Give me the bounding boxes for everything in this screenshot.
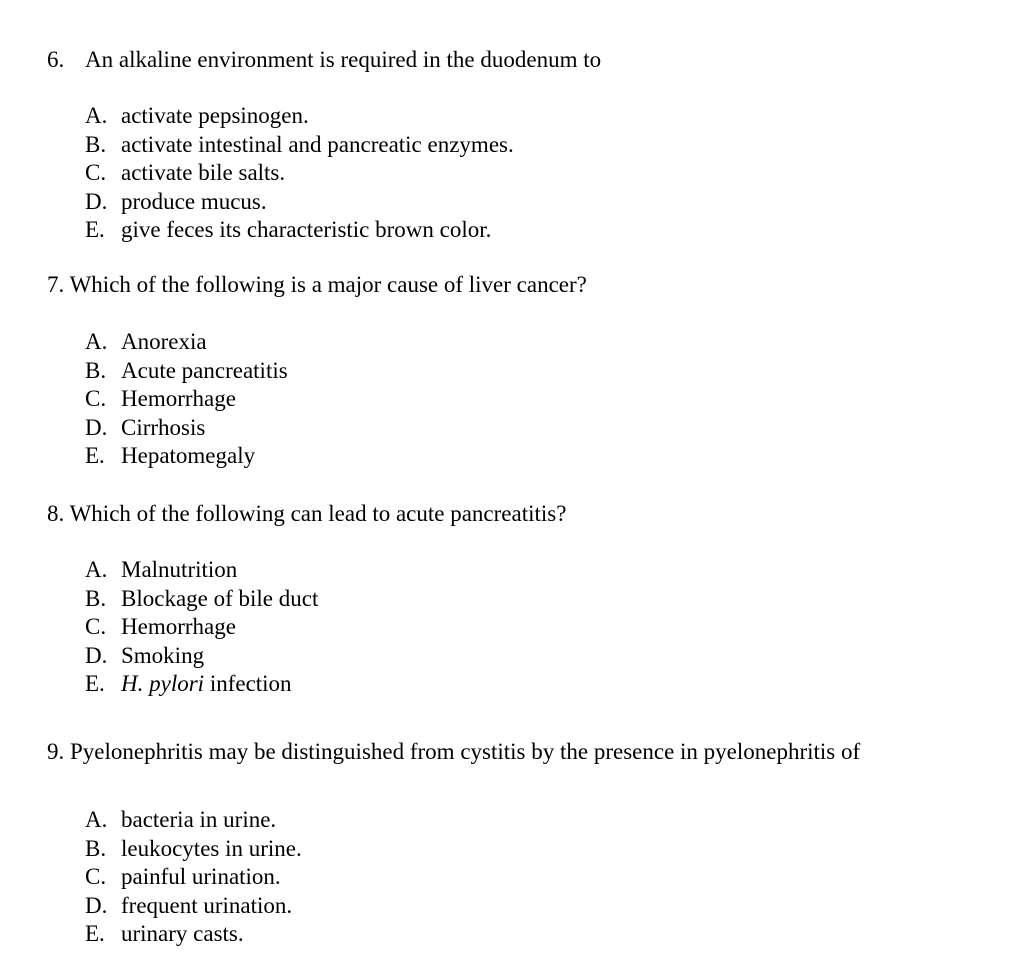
option-text: Smoking [121, 642, 205, 668]
option-text: Hemorrhage [121, 386, 236, 411]
question-9-stem [47, 739, 860, 765]
option-a [85, 103, 514, 132]
option-letter: C. [85, 614, 107, 639]
option-a [85, 557, 318, 586]
question-number: 9. [47, 739, 65, 764]
question-number: 7. [47, 272, 65, 297]
question-text: An alkaline environment is required in the duodenum to [85, 47, 602, 72]
option-c [85, 864, 302, 893]
option-d [85, 189, 514, 218]
question-6-options [85, 103, 514, 246]
option-e [85, 443, 288, 472]
option-text: Malnutrition [121, 557, 238, 582]
option-c [85, 160, 514, 189]
option-letter: D. [85, 414, 108, 440]
option-text: Cirrhosis [121, 414, 206, 440]
question-text: Which of the following is a major cause of liver cancer? [69, 272, 587, 297]
question-number: 8. [47, 501, 65, 526]
question-8-options [85, 557, 318, 700]
option-d [85, 415, 288, 444]
option-letter: A. [85, 807, 108, 832]
option-letter: C. [85, 160, 107, 185]
option-c [85, 386, 288, 415]
option-e [85, 217, 514, 246]
option-text: urinary casts. [121, 921, 244, 946]
question-9-options [85, 807, 302, 950]
option-c [85, 614, 318, 643]
option-a [85, 329, 288, 358]
option-e [85, 671, 318, 700]
question-number: 6. [47, 47, 65, 72]
option-letter: E. [85, 217, 105, 242]
option-text: bacteria in urine. [121, 807, 277, 832]
option-text: Blockage of bile duct [121, 585, 319, 611]
option-letter: B. [85, 835, 107, 861]
option-text: produce mucus. [121, 188, 267, 214]
option-d [85, 893, 302, 922]
option-b [85, 132, 514, 161]
option-text: activate intestinal and pancreatic enzymes. [121, 131, 514, 157]
option-e [85, 921, 302, 950]
option-letter: A. [85, 557, 108, 582]
option-text: give feces its characteristic brown color. [121, 217, 492, 242]
question-6-stem [47, 47, 601, 73]
option-letter: D. [85, 642, 108, 668]
option-text: Hemorrhage [121, 614, 236, 639]
option-letter: B. [85, 357, 107, 383]
option-letter: C. [85, 386, 107, 411]
option-letter: D. [85, 892, 108, 918]
option-b [85, 836, 302, 865]
option-b [85, 586, 318, 615]
option-letter: E. [85, 921, 105, 946]
option-text [121, 671, 292, 700]
option-d [85, 643, 318, 672]
option-letter: A. [85, 103, 108, 128]
option-text-italic: H. pylori [121, 671, 205, 696]
option-letter: A. [85, 329, 108, 354]
option-a [85, 807, 302, 836]
option-text: painful urination. [121, 864, 281, 889]
option-text: leukocytes in urine. [121, 835, 302, 861]
option-letter: E. [85, 443, 105, 468]
option-text: frequent urination. [121, 892, 293, 918]
option-letter: E. [85, 671, 105, 696]
option-letter: B. [85, 585, 107, 611]
option-text: Acute pancreatitis [121, 357, 288, 383]
question-7-options [85, 329, 288, 472]
question-text: Pyelonephritis may be distinguished from cystitis by the presence in pyelonephritis of [70, 739, 861, 764]
option-b [85, 358, 288, 387]
option-letter: B. [85, 131, 107, 157]
option-letter: D. [85, 188, 108, 214]
option-text-rest: infection [204, 671, 292, 696]
option-text: Anorexia [121, 329, 207, 354]
question-8-stem [47, 501, 566, 527]
question-7-stem [47, 272, 587, 298]
question-text: Which of the following can lead to acute pancreatitis? [69, 501, 567, 526]
option-text: Hepatomegaly [121, 443, 256, 468]
option-text: activate pepsinogen. [121, 103, 309, 128]
option-text: activate bile salts. [121, 160, 286, 185]
option-letter: C. [85, 864, 107, 889]
